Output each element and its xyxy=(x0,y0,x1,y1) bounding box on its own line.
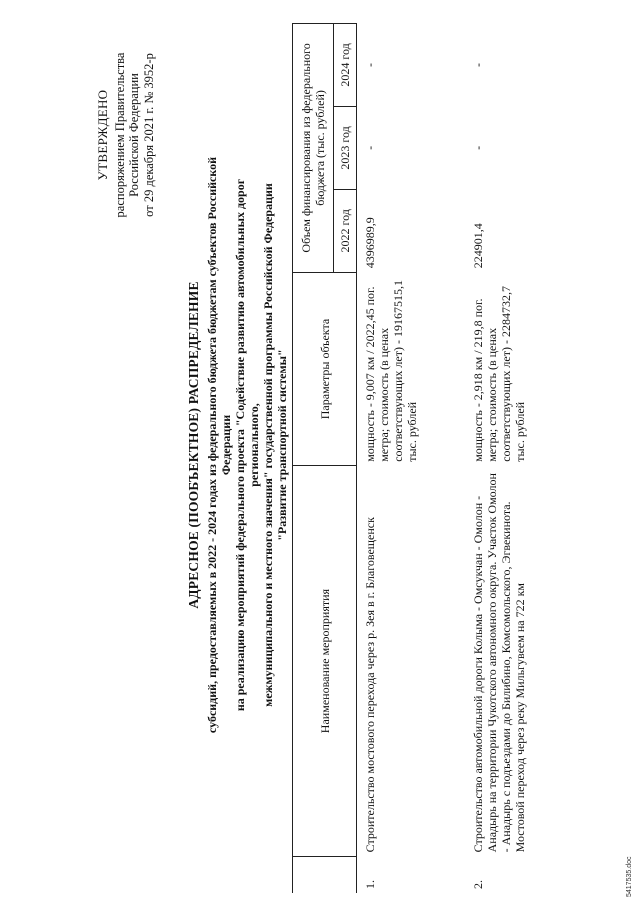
title-main: АДРЕСНОЕ (ПООБЪЕКТНОЕ) РАСПРЕДЕЛЕНИЕ xyxy=(186,281,201,609)
approval-line-2: Российской Федерации xyxy=(127,73,141,197)
row-params: мощность - 9,007 км / 2022,45 пог. метра; стоимость (в ценах соответствующих лет) - 19167515,1 тыс. рублей xyxy=(363,280,419,462)
approval-line-3: от 29 декабря 2021 г. № 3952-р xyxy=(141,53,156,217)
row-value-2022: 224901,4 xyxy=(470,223,485,269)
table-header-row xyxy=(293,24,334,894)
header-year-2023: 2023 год xyxy=(334,106,357,189)
row-value-2022: 4396989,9 xyxy=(363,217,377,269)
row-params: мощность - 2,918 км / 219,8 пог. метра; стоимость (в ценах соответствующих лет) - 2284732,7 тыс. рублей xyxy=(470,286,527,462)
row-value-2023: - xyxy=(363,145,377,150)
table-row xyxy=(357,24,465,894)
row-value-2024: - xyxy=(363,62,377,67)
title-sub-4: "Развитие транспортной системы" xyxy=(275,349,289,541)
row-number: 2. xyxy=(470,880,485,889)
row-value-2023: - xyxy=(470,145,485,150)
row-name: Строительство мостового перехода через р. Зея в г. Благовещенск xyxy=(363,517,377,853)
header-year-2024: 2024 год xyxy=(334,24,357,107)
title-sub-1: субсидий, предоставляемых в 2022 - 2024 годах из федерального бюджета бюджетам субъектов Российской Федерации xyxy=(205,156,233,734)
header-year-2022: 2022 год xyxy=(334,189,357,272)
document-title xyxy=(186,155,289,735)
row-name: Строительство автомобильной дороги Колыма - Омсукчан - Омолон - Анадырь на территории Чукотского автономного округа. Участок Омолон - Анадырь с подъездами до Билибино, Комсомольского, Эгвекинота. Мостовой переход через реку Мильгувеем на 722 км xyxy=(470,473,527,853)
distribution-table xyxy=(292,23,529,893)
header-funding: Объем финансирования из федерального бюджета (тыс. рублей) xyxy=(293,24,334,273)
table-row xyxy=(465,24,529,894)
row-number: 1. xyxy=(363,880,377,889)
approval-stamp xyxy=(96,15,156,255)
row-value-2024: - xyxy=(470,62,485,67)
approval-heading: УТВЕРЖДЕНО xyxy=(95,89,110,181)
title-sub-3: межмуниципального и местного значения" государственной программы Российской Федерации xyxy=(261,183,275,707)
header-name: Наименование мероприятия xyxy=(293,466,357,857)
document-code: 5417535.doc xyxy=(626,856,633,897)
approval-line-1: распоряжением Правительства xyxy=(112,52,127,218)
header-params: Параметры объекта xyxy=(293,272,357,465)
header-number xyxy=(293,856,357,893)
title-sub-2: на реализацию мероприятий федерального проекта "Содействие развитию автомобильных дорог регионального, xyxy=(233,178,261,712)
